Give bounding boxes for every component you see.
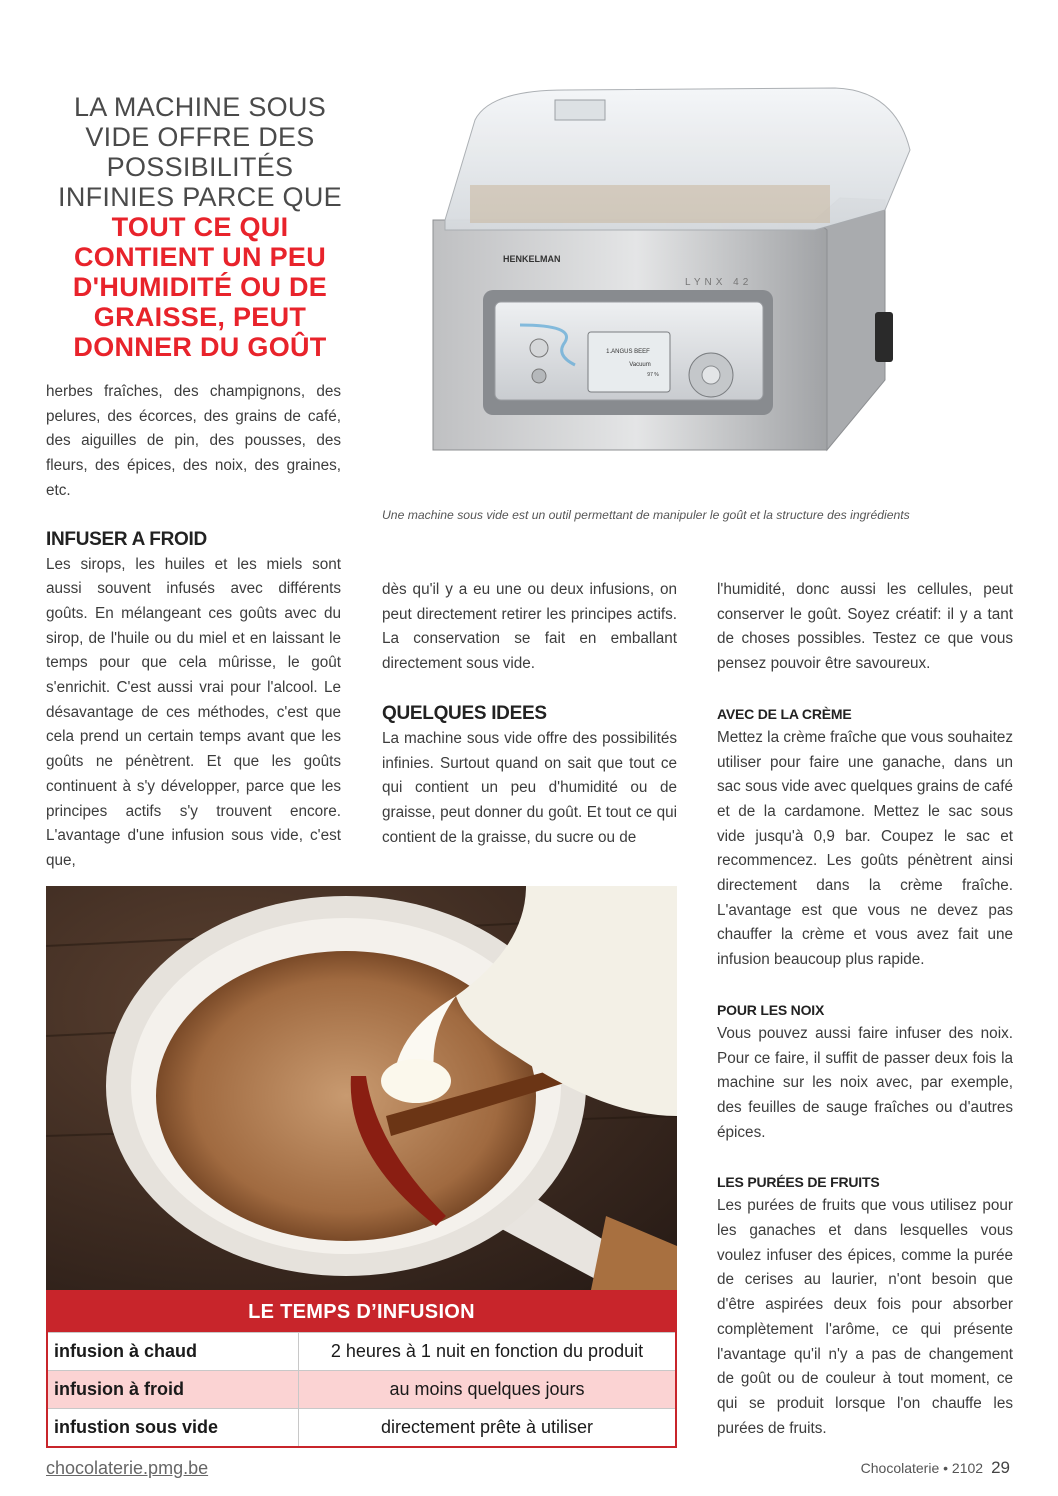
page-number: 29 bbox=[991, 1458, 1010, 1477]
machine-screen-line3: 97 % bbox=[647, 372, 659, 378]
table-row bbox=[48, 1332, 675, 1370]
col3-heading-noix: POUR LES NOIX bbox=[717, 1001, 825, 1018]
magazine-issue: Chocolaterie • 2102 bbox=[860, 1460, 984, 1476]
machine-screen-line2: Vacuum bbox=[629, 362, 651, 368]
machine-model: LYNX 42 bbox=[685, 277, 753, 288]
col3-heading-purees: LES PURÉES DE FRUITS bbox=[717, 1174, 880, 1191]
pull-quote-lead: LA MACHINE SOUS VIDE OFFRE DES POSSIBILITÉS INFINIES PARCE QUE bbox=[58, 92, 342, 212]
table-value: directement prête à utiliser bbox=[380, 1417, 594, 1437]
col2-body: La machine sous vide offre des possibilités infinies. Surtout quand on sait que tout ce qui contient un peu d'humidité ou de graisse, peut donner du goût. Et tout ce qui contient de la graisse, du sucre ou de bbox=[382, 729, 677, 846]
table-value: au moins quelques jours bbox=[389, 1379, 585, 1399]
col2-intro: dès qu'il y a eu une ou deux infusions, on peut directement retirer les principes actifs. La conservation se fait en emballant directement sous vide. bbox=[382, 581, 677, 673]
pull-quote-highlight: TOUT CE QUI CONTIENT UN PEU D'HUMIDITÉ OU DE GRAISSE, PEUT DONNER DU GOÛT bbox=[72, 212, 328, 362]
col1-body: Les sirops, les huiles et les miels sont aussi souvent infusés avec différents goûts. En mélangeant ces goûts avec du sirop, de l'huile ou du miel et en laissant le temps pour que cela mûrisse, le goût s'enrichit. C'est aussi vrai pour l'alcool. Le désavantage de ces méthodes, c'est que cela prend un certain temps avant que les goûts ne pénètrent. Et que les goûts continuent à s'y développer, parce que les principes actifs s'y trouvent encore. L'avantage d'une infusion sous vide, c'est que, bbox=[46, 555, 341, 869]
table-key: infustion sous vide bbox=[48, 1409, 299, 1446]
cream-infusion-photo bbox=[46, 886, 677, 1290]
table-key: infusion à froid bbox=[48, 1371, 299, 1408]
col3-body-noix: Vous pouvez aussi faire infuser des noix. Pour ce faire, il suffit de passer deux fois la machine sur les noix avec, par exemple, des feuilles de sauge fraîches ou d'autres épices. bbox=[717, 1024, 1013, 1141]
vacuum-machine-image bbox=[415, 80, 915, 480]
col3-intro: l'humidité, donc aussi les cellules, peut conserver le goût. Soyez créatif: il y a tant de choses possibles. Testez ce que vous pensez pouvoir être savoureux. bbox=[717, 581, 1013, 673]
col3-body-creme: Mettez la crème fraîche que vous souhaitez utiliser pour faire une ganache, dans un sac sous vide avec quelques grains de café et de la cardamone. Mettez le sac sous vide jusqu'à 0,9 bar. Coupez le sac et recommencez. Les goûts pénètrent ainsi directement dans la crème fraîche. L'avantage est que vous ne devez pas chauffer la crème et vous avez fait une infusion beaucoup plus rapide. bbox=[717, 728, 1013, 969]
pull-quote bbox=[46, 92, 354, 362]
col2-heading: QUELQUES IDEES bbox=[382, 702, 547, 724]
table-row bbox=[48, 1408, 675, 1446]
column-3 bbox=[717, 578, 1013, 1441]
col3-heading-creme: AVEC DE LA CRÈME bbox=[717, 705, 852, 722]
image-caption: Une machine sous vide est un outil permettant de manipuler le goût et la structure des ingrédients bbox=[382, 508, 910, 522]
infusion-time-table bbox=[46, 1290, 677, 1448]
col1-heading: INFUSER A FROID bbox=[46, 528, 207, 550]
website-link[interactable]: chocolaterie.pmg.be bbox=[46, 1458, 209, 1478]
column-2 bbox=[382, 578, 677, 850]
column-1 bbox=[46, 380, 341, 874]
machine-brand: HENKELMAN bbox=[503, 254, 561, 264]
col1-intro: herbes fraîches, des champignons, des pelures, des écorces, des grains de café, des aiguilles de pin, des pousses, des fleurs, des épices, des noix, des graines, etc. bbox=[46, 383, 341, 499]
table-title: LE TEMPS D’INFUSION bbox=[48, 1292, 675, 1332]
table-row bbox=[48, 1370, 675, 1408]
table-value: 2 heures à 1 nuit en fonction du produit bbox=[330, 1341, 644, 1361]
machine-screen-line1: 1.ANGUS BEEF bbox=[606, 349, 650, 355]
col3-body-purees: Les purées de fruits que vous utilisez pour les ganaches et dans lesquelles vous voulez infuser des épices, comme la purée de cerises au laurier, n'ont besoin que d'être aspirées deux fois pour absorber complètement l'arôme, ce qui présente l'avantage qu'il n'y a pas de changement de goût ou de couleur à tout moment, ce qui se produit lorsque l'on chauffe les purées de fruits. bbox=[717, 1197, 1013, 1437]
page-footer bbox=[861, 1458, 1010, 1478]
table-key: infusion à chaud bbox=[48, 1333, 299, 1370]
